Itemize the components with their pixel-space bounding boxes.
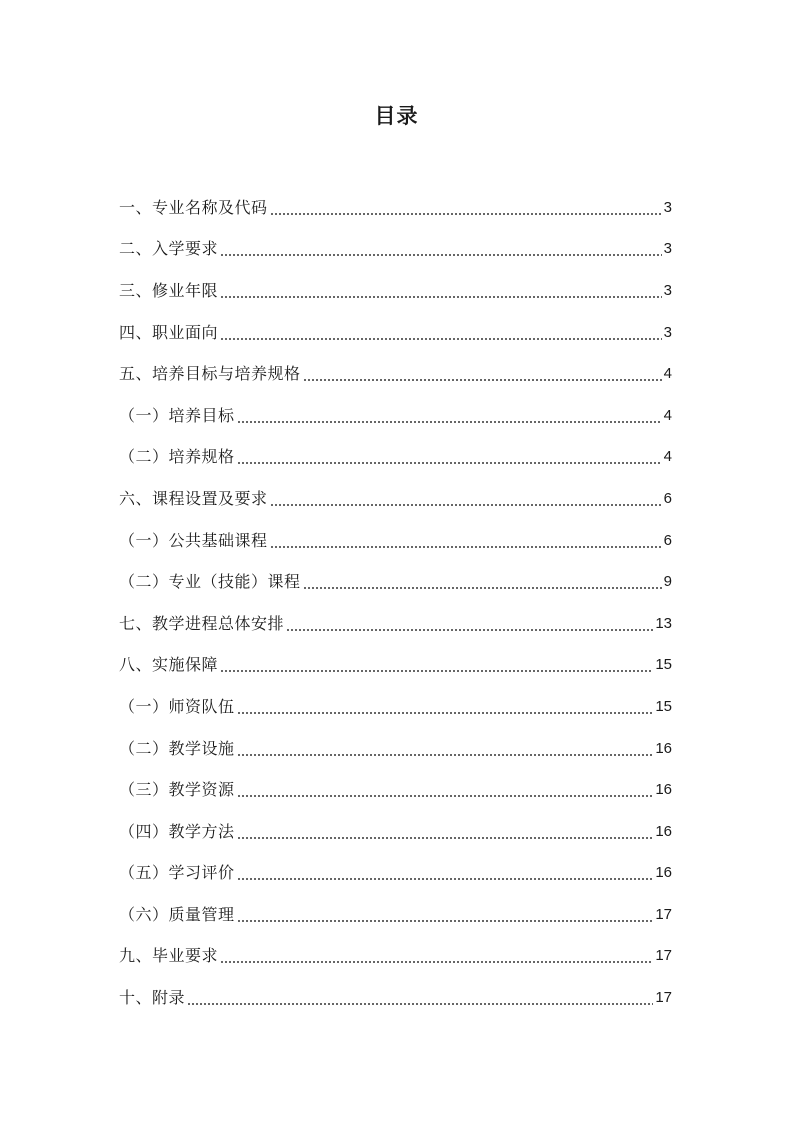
toc-entry-page: 6 bbox=[663, 489, 672, 507]
toc-entry-16[interactable] bbox=[119, 811, 672, 853]
toc-entry-17[interactable] bbox=[119, 853, 672, 895]
toc-entry-5[interactable] bbox=[119, 353, 672, 395]
toc-entry-page: 17 bbox=[655, 947, 672, 965]
toc-entry-label: 八、实施保障 bbox=[119, 655, 219, 675]
dot-leader bbox=[237, 739, 654, 759]
toc-entry-page: 17 bbox=[655, 905, 672, 923]
dot-leader bbox=[303, 572, 662, 592]
toc-entry-page: 4 bbox=[663, 448, 672, 466]
toc-entry-page: 16 bbox=[655, 739, 672, 757]
toc-entry-label: （一）培养目标 bbox=[119, 405, 235, 425]
dot-leader bbox=[237, 863, 654, 883]
toc-entry-18[interactable] bbox=[119, 894, 672, 936]
toc-title: 目录 bbox=[374, 104, 419, 128]
dot-leader bbox=[270, 531, 662, 551]
dot-leader bbox=[237, 822, 654, 842]
toc-entry-label: （一）公共基础课程 bbox=[119, 530, 268, 550]
dot-leader bbox=[220, 239, 662, 259]
toc-entry-label: 六、课程设置及要求 bbox=[119, 488, 268, 508]
dot-leader bbox=[303, 364, 662, 384]
toc-entry-9[interactable] bbox=[119, 520, 672, 562]
toc-entry-page: 16 bbox=[655, 822, 672, 840]
toc-entry-page: 9 bbox=[663, 573, 672, 591]
toc-entry-11[interactable] bbox=[119, 603, 672, 645]
toc-entry-label: （二）教学设施 bbox=[119, 738, 235, 758]
toc-entry-label: 四、职业面向 bbox=[119, 322, 219, 342]
toc-entry-20[interactable] bbox=[119, 977, 672, 1019]
toc-entry-label: 十、附录 bbox=[119, 988, 186, 1008]
toc-entry-page: 17 bbox=[655, 989, 672, 1007]
dot-leader bbox=[220, 655, 653, 675]
dot-leader bbox=[187, 988, 653, 1008]
toc-entry-12[interactable] bbox=[119, 645, 672, 687]
toc-entry-label: 三、修业年限 bbox=[119, 280, 219, 300]
toc-entry-page: 15 bbox=[655, 656, 672, 674]
toc-entry-6[interactable] bbox=[119, 395, 672, 437]
dot-leader bbox=[270, 489, 662, 509]
dot-leader bbox=[237, 780, 654, 800]
toc-entry-page: 4 bbox=[663, 406, 672, 424]
toc-entry-page: 16 bbox=[655, 864, 672, 882]
toc-entry-7[interactable] bbox=[119, 437, 672, 479]
toc-entry-4[interactable] bbox=[119, 312, 672, 354]
dot-leader bbox=[237, 406, 662, 426]
toc-list bbox=[119, 187, 672, 1019]
toc-entry-page: 3 bbox=[663, 198, 672, 216]
toc-entry-page: 6 bbox=[663, 531, 672, 549]
toc-entry-3[interactable] bbox=[119, 270, 672, 312]
toc-entry-page: 3 bbox=[663, 240, 672, 258]
dot-leader bbox=[220, 946, 653, 966]
toc-entry-label: （三）教学资源 bbox=[119, 780, 235, 800]
toc-entry-14[interactable] bbox=[119, 728, 672, 770]
toc-entry-2[interactable] bbox=[119, 229, 672, 271]
dot-leader bbox=[286, 614, 653, 634]
toc-entry-label: （二）专业（技能）课程 bbox=[119, 572, 301, 592]
toc-entry-label: （五）学习评价 bbox=[119, 863, 235, 883]
dot-leader bbox=[237, 447, 662, 467]
toc-entry-page: 3 bbox=[663, 281, 672, 299]
toc-entry-label: 五、培养目标与培养规格 bbox=[119, 364, 301, 384]
toc-entry-1[interactable] bbox=[119, 187, 672, 229]
dot-leader bbox=[237, 905, 654, 925]
toc-entry-label: （六）质量管理 bbox=[119, 904, 235, 924]
dot-leader bbox=[270, 198, 662, 218]
toc-entry-10[interactable] bbox=[119, 561, 672, 603]
toc-entry-page: 3 bbox=[663, 323, 672, 341]
toc-entry-page: 15 bbox=[655, 697, 672, 715]
toc-entry-page: 4 bbox=[663, 365, 672, 383]
toc-entry-label: 二、入学要求 bbox=[119, 239, 219, 259]
toc-entry-label: （四）教学方法 bbox=[119, 821, 235, 841]
toc-entry-label: （二）培养规格 bbox=[119, 447, 235, 467]
dot-leader bbox=[237, 697, 654, 717]
toc-entry-15[interactable] bbox=[119, 769, 672, 811]
toc-entry-label: 九、毕业要求 bbox=[119, 946, 219, 966]
toc-entry-19[interactable] bbox=[119, 936, 672, 978]
toc-entry-label: 一、专业名称及代码 bbox=[119, 197, 268, 217]
toc-entry-label: （一）师资队伍 bbox=[119, 696, 235, 716]
dot-leader bbox=[220, 323, 662, 343]
toc-entry-page: 16 bbox=[655, 781, 672, 799]
toc-entry-page: 13 bbox=[655, 614, 672, 632]
dot-leader bbox=[220, 281, 662, 301]
toc-entry-8[interactable] bbox=[119, 478, 672, 520]
toc-entry-label: 七、教学进程总体安排 bbox=[119, 613, 285, 633]
toc-entry-13[interactable] bbox=[119, 686, 672, 728]
